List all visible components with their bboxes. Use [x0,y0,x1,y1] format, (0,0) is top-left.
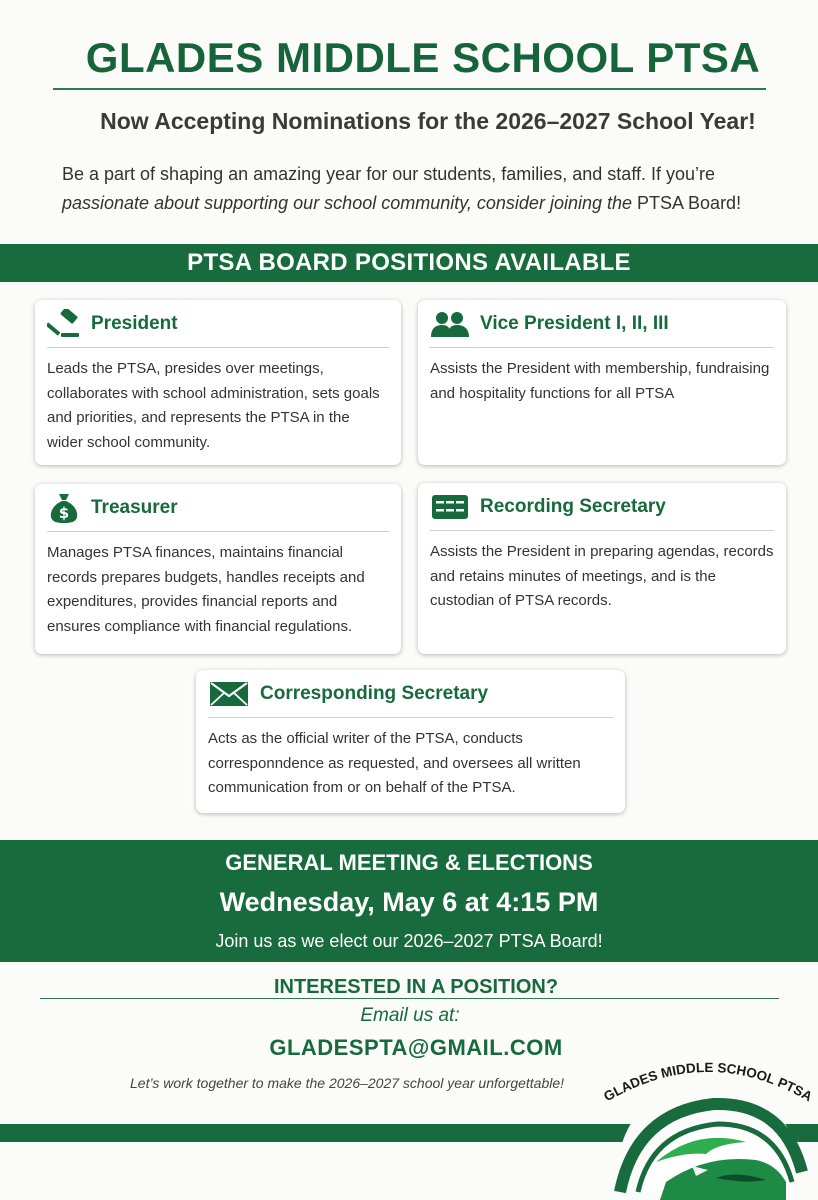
card-president-header [47,300,389,348]
card-corresponding-secretary-header [208,670,613,718]
positions-heading: PTSA BOARD POSITIONS AVAILABLE [0,244,818,282]
card-treasurer-description: Manages PTSA finances, maintains financial records prepares budgets, handles receipts and expenditures, provides financial reports and ensures compliance with financial regulations. [47,544,365,635]
meeting-datetime: Wednesday, May 6 at 4:15 PM [219,887,599,917]
svg-text:$: $ [58,503,70,522]
email-label: Email us at: [360,1005,460,1026]
gavel-icon [47,309,81,339]
card-corresponding-secretary-title: Corresponding Secretary [260,682,489,704]
card-president-description: Leads the PTSA, presides over meetings, collaborates with school administration, sets goals and priorities, and represents the PTSA in the wider school community. [47,360,380,451]
card-vice-president-description: Assists the President with membership, fundraising and hospitality functions for all PTSA [430,360,770,402]
card-corresponding-secretary-description: Acts as the official writer of the PTSA, conducts corresponndence as requested, and oversees all written communication from or on behalf of the PTSA. [208,730,581,796]
card-vice-president-header [430,300,774,348]
page-title: GLADES MIDDLE SCHOOL PTSA [85,34,761,81]
intro-line-2 [62,189,782,218]
intro-line-2-italic: passionate about supporting our school community, consider joining the [62,193,633,213]
people-icon [430,309,470,339]
card-treasurer-header [47,484,389,532]
card-recording-secretary-title: Recording Secretary [480,495,666,517]
intro-line-2-end: PTSA Board! [632,193,742,213]
card-president [35,300,401,465]
card-president-title: President [91,312,178,334]
card-recording-secretary [418,483,786,654]
title-divider [53,88,766,90]
interest-heading: INTERESTED IN A POSITION? [273,976,559,998]
page-subtitle: Now Accepting Nominations for the 2026–2027 School Year! [100,108,756,134]
meeting-heading: GENERAL MEETING & ELECTIONS [225,850,593,875]
intro-paragraph [62,160,782,218]
money-bag-icon [47,493,81,523]
card-recording-secretary-header [430,483,774,531]
svg-text:GLADES MIDDLE SCHOOL PTSA [601,1060,815,1102]
envelope-icon [208,679,250,709]
closing-message: Let’s work together to make the 2026–2027 school year unforgettable! [130,1075,565,1091]
card-treasurer-title: Treasurer [91,496,178,518]
intro-line-1: Be a part of shaping an amazing year for our students, families, and staff. If you’re [62,164,716,184]
card-corresponding-secretary [196,670,625,813]
interest-divider [40,998,779,999]
contact-email[interactable]: GLADESPTA@GMAIL.COM [269,1035,563,1060]
card-treasurer [35,484,401,654]
card-vice-president-title: Vice President I, II, III [480,312,669,334]
meeting-banner [0,840,818,962]
minutes-icon [430,492,470,522]
card-recording-secretary-description: Assists the President in preparing agendas, records and retains minutes of meetings, and is the custodian of PTSA records. [430,543,774,609]
meeting-tagline: Join us as we elect our 2026–2027 PTSA Board! [215,931,603,951]
logo-text: GLADES MIDDLE SCHOOL PTSA [601,1059,815,1102]
ptsa-logo [596,1042,818,1200]
card-vice-president [418,300,786,465]
